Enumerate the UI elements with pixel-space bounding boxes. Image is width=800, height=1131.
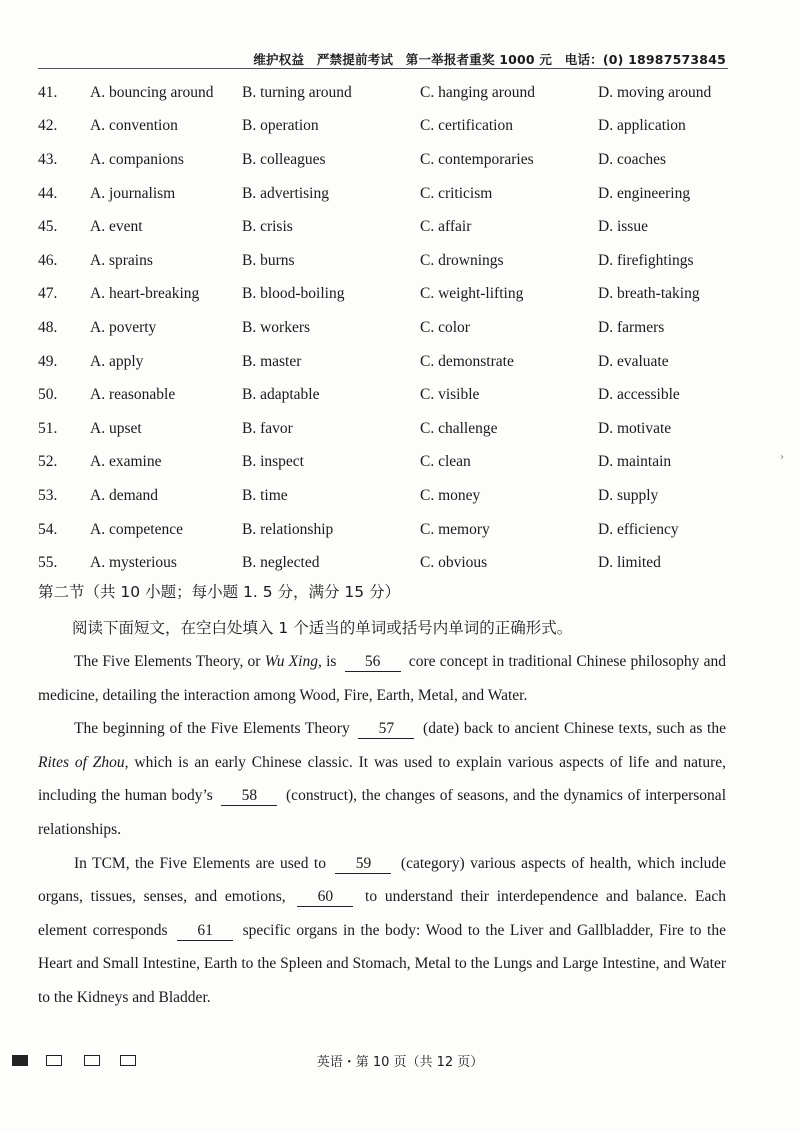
option-a[interactable]: A. demand xyxy=(90,486,159,504)
option-d[interactable]: D. supply xyxy=(598,486,659,504)
passage-text: In TCM, the Five Elements are used to xyxy=(74,854,332,872)
option-b[interactable]: B. inspect xyxy=(242,453,304,471)
option-a[interactable]: A. event xyxy=(90,218,143,236)
blank-58[interactable]: 58 xyxy=(221,787,277,806)
passage-paragraph-2 xyxy=(38,712,726,846)
question-row xyxy=(38,143,738,177)
option-d[interactable]: D. efficiency xyxy=(598,520,679,538)
option-d[interactable]: D. issue xyxy=(598,218,648,236)
option-b[interactable]: B. neglected xyxy=(242,554,320,572)
option-a[interactable]: A. bouncing around xyxy=(90,83,214,101)
option-b[interactable]: B. adaptable xyxy=(242,386,320,404)
passage-text: core concept in traditional Chinese philosophy and medicine, detailing the interaction among Wood, Fire, Earth, Metal, and Water. xyxy=(38,653,727,704)
passage-text: (construct), the changes of seasons, and the dynamics of interpersonal relationships. xyxy=(38,787,726,838)
option-d[interactable]: D. evaluate xyxy=(598,352,669,370)
question-number: 45. xyxy=(38,218,58,236)
question-row xyxy=(38,110,738,144)
question-number: 50. xyxy=(38,386,58,404)
option-d[interactable]: D. maintain xyxy=(598,453,672,471)
question-number: 55. xyxy=(38,554,58,572)
passage-text: , is xyxy=(318,653,341,670)
option-c[interactable]: C. weight-lifting xyxy=(420,285,524,303)
question-row xyxy=(38,210,738,244)
option-c[interactable]: C. certification xyxy=(420,117,513,135)
question-row xyxy=(38,345,738,379)
passage-text: , which is an early Chinese classic. It was used to explain various aspects of life and nature, including the human body’s xyxy=(38,753,726,805)
option-d[interactable]: D. farmers xyxy=(598,318,665,336)
option-c[interactable]: C. affair xyxy=(420,218,472,236)
blank-57[interactable]: 57 xyxy=(358,720,414,739)
edge-mark-icon: › xyxy=(780,452,784,463)
section-instruction: 阅读下面短文，在空白处填入 1 个适当的单词或括号内单词的正确形式。 xyxy=(72,619,573,637)
option-b[interactable]: B. advertising xyxy=(242,184,329,202)
page-footer xyxy=(0,1051,800,1071)
question-number: 43. xyxy=(38,150,58,168)
passage xyxy=(38,645,726,1015)
option-a[interactable]: A. apply xyxy=(90,352,144,370)
blank-56[interactable]: 56 xyxy=(345,653,401,672)
question-list xyxy=(38,76,738,580)
option-a[interactable]: A. heart-breaking xyxy=(90,285,200,303)
blank-59[interactable]: 59 xyxy=(335,855,391,874)
page-header: 维护权益 严禁提前考试 第一举报者重奖 1000 元 电话：(0) 18987573845 xyxy=(253,52,726,67)
option-c[interactable]: C. drownings xyxy=(420,251,504,269)
option-a[interactable]: A. mysterious xyxy=(90,554,177,572)
passage-text: to understand their interdependence and balance. Each element corresponds xyxy=(38,888,726,939)
passage-italic: Rites of Zhou xyxy=(38,753,125,771)
passage-text: The Five Elements Theory, or xyxy=(74,653,265,670)
option-d[interactable]: D. breath-taking xyxy=(598,285,700,303)
option-d[interactable]: D. firefightings xyxy=(598,251,694,269)
question-row xyxy=(38,278,738,312)
header-rule xyxy=(38,68,728,69)
option-d[interactable]: D. motivate xyxy=(598,419,672,437)
question-number: 54. xyxy=(38,520,58,538)
passage-text: The beginning of the Five Elements Theory xyxy=(74,720,355,738)
question-number: 48. xyxy=(38,318,58,336)
question-row xyxy=(38,479,738,513)
question-row xyxy=(38,311,738,345)
passage-paragraph-1 xyxy=(38,645,726,712)
question-row xyxy=(38,378,738,412)
option-b[interactable]: B. workers xyxy=(242,318,311,336)
passage-paragraph-3 xyxy=(38,847,726,1015)
question-number: 41. xyxy=(38,83,58,101)
section-title: 第二节（共 10 小题；每小题 1. 5 分，满分 15 分） xyxy=(38,583,401,601)
question-row xyxy=(38,412,738,446)
option-d[interactable]: D. limited xyxy=(598,554,661,572)
option-b[interactable]: B. turning around xyxy=(242,83,352,101)
option-c[interactable]: C. money xyxy=(420,486,481,504)
question-row xyxy=(38,546,738,580)
option-a[interactable]: A. examine xyxy=(90,453,162,471)
option-c[interactable]: C. contemporaries xyxy=(420,150,534,168)
option-b[interactable]: B. operation xyxy=(242,117,319,135)
question-number: 52. xyxy=(38,453,58,471)
question-number: 51. xyxy=(38,419,58,437)
question-number: 44. xyxy=(38,184,58,202)
blank-60[interactable]: 60 xyxy=(297,888,353,907)
passage-text: specific organs in the body: Wood to the Liver and Gallbladder, Fire to the Heart and Small Intestine, Earth to the Spleen and Stomach, Metal to the Lungs and Large Intestine, and Water to the Kidneys and Bladder. xyxy=(38,921,726,1006)
option-a[interactable]: A. competence xyxy=(90,520,183,538)
passage-text: (date) back to ancient Chinese texts, such as the xyxy=(418,720,726,738)
option-d[interactable]: D. accessible xyxy=(598,386,680,404)
option-b[interactable]: B. burns xyxy=(242,251,295,269)
question-number: 53. xyxy=(38,486,58,504)
option-b[interactable]: B. time xyxy=(242,486,288,504)
option-c[interactable]: C. clean xyxy=(420,453,471,471)
question-row xyxy=(38,177,738,211)
option-a[interactable]: A. journalism xyxy=(90,184,176,202)
option-a[interactable]: A. upset xyxy=(90,419,142,437)
option-b[interactable]: B. favor xyxy=(242,419,293,437)
option-c[interactable]: C. challenge xyxy=(420,419,498,437)
question-number: 46. xyxy=(38,251,58,269)
option-b[interactable]: B. colleagues xyxy=(242,150,326,168)
option-c[interactable]: C. obvious xyxy=(420,554,488,572)
option-a[interactable]: A. reasonable xyxy=(90,386,176,404)
option-b[interactable]: B. relationship xyxy=(242,520,334,538)
question-number: 49. xyxy=(38,352,58,370)
option-a[interactable]: A. companions xyxy=(90,150,184,168)
option-d[interactable]: D. application xyxy=(598,117,686,135)
option-a[interactable]: A. poverty xyxy=(90,318,157,336)
option-d[interactable]: D. coaches xyxy=(598,150,666,168)
option-c[interactable]: C. visible xyxy=(420,386,480,404)
option-b[interactable]: B. crisis xyxy=(242,218,293,236)
option-a[interactable]: A. convention xyxy=(90,117,178,135)
option-b[interactable]: B. master xyxy=(242,352,302,370)
question-number: 42. xyxy=(38,117,58,135)
option-d[interactable]: D. moving around xyxy=(598,83,712,101)
passage-text: (category) various aspects of health, which include organs, tissues, senses, and emotions, xyxy=(38,854,727,906)
option-c[interactable]: C. criticism xyxy=(420,184,493,202)
question-row xyxy=(38,76,738,110)
question-row xyxy=(38,244,738,278)
option-c[interactable]: C. demonstrate xyxy=(420,352,514,370)
passage-italic: Wu Xing xyxy=(264,653,318,670)
blank-61[interactable]: 61 xyxy=(177,922,233,941)
option-c[interactable]: C. hanging around xyxy=(420,83,535,101)
option-b[interactable]: B. blood-boiling xyxy=(242,285,345,303)
option-c[interactable]: C. memory xyxy=(420,520,490,538)
option-a[interactable]: A. sprains xyxy=(90,251,153,269)
page-number: 英语・第 10 页（共 12 页） xyxy=(316,1055,484,1070)
option-c[interactable]: C. color xyxy=(420,318,470,336)
question-row xyxy=(38,446,738,480)
option-d[interactable]: D. engineering xyxy=(598,184,691,202)
question-number: 47. xyxy=(38,285,58,303)
question-row xyxy=(38,513,738,547)
